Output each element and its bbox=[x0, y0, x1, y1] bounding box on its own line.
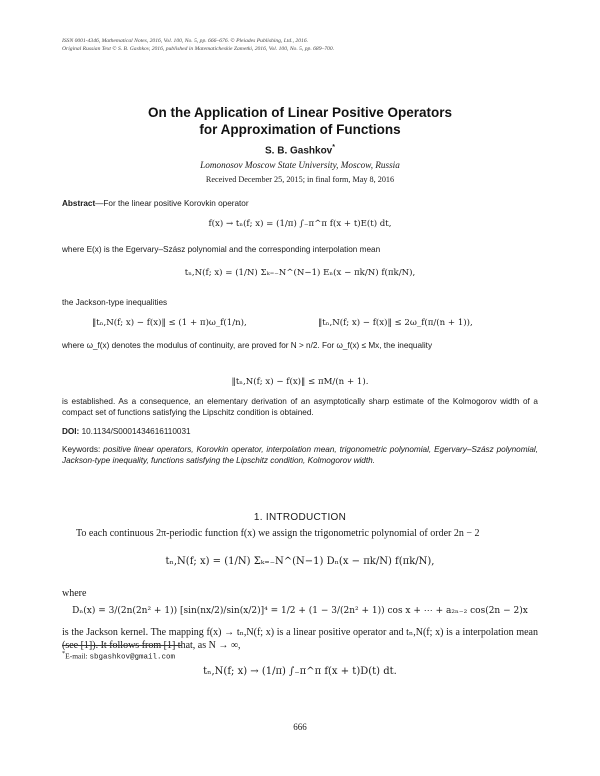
abstract-text-3: the Jackson-type inequalities bbox=[62, 298, 168, 307]
abstract-label: Abstract bbox=[62, 199, 96, 208]
author-email-link[interactable]: sbgashkov@gmail.com bbox=[89, 653, 176, 662]
equation-lipschitz-bound: ‖tₙ,N(f; x) − f(x)‖ ≤ πM/(n + 1). bbox=[231, 377, 369, 387]
author-affiliation: Lomonosov Moscow State University, Moscow, Russia bbox=[200, 160, 400, 170]
paper-title-line-2: for Approximation of Functions bbox=[199, 122, 401, 137]
paper-title-line-1: On the Application of Linear Positive Operators bbox=[147, 105, 453, 120]
equation-korovkin-operator: f(x) → tₙ(f; x) = (1/π) ∫₋π^π f(x + t)E(t) dt, bbox=[208, 219, 392, 229]
doi-value[interactable]: 10.1134/S0001434616110031 bbox=[81, 427, 191, 436]
keywords-label: Keywords: bbox=[62, 445, 101, 454]
abstract-text-2: where E(x) is the Egervary–Szász polynomial and the corresponding interpolation mean bbox=[62, 245, 381, 254]
doi-label: DOI: bbox=[62, 427, 80, 436]
equation-jackson-inequality-2: ‖tₙ,N(f; x) − f(x)‖ ≤ 2ω_f(π/(n + 1)), bbox=[318, 318, 473, 328]
journal-header-line-2: Original Russian Text © S. B. Gashkov, 2016, published in Matematicheskie Zametki, 2016, Vol. 100, No. 5, pp. 689–700. bbox=[62, 46, 335, 52]
abstract-text-4: where ω_f(x) denotes the modulus of continuity, are proved for N > n/2. For ω_f(x) ≤ Mx, the inequality bbox=[62, 341, 433, 350]
keywords-paragraph bbox=[62, 444, 538, 466]
section-heading-introduction: 1. INTRODUCTION bbox=[253, 512, 347, 523]
received-dates: Received December 25, 2015; in final form, May 8, 2016 bbox=[205, 175, 395, 184]
body-paragraph-1: To each continuous 2π-periodic function f(x) we assign the trigonometric polynomial of order 2n − 2 bbox=[76, 528, 480, 539]
abstract-text-5: is established. As a consequence, an elementary derivation of an asymptotically sharp estimate of the Kolmogorov width of a compact set of functions satisfying the Lipschitz condition is obtained. bbox=[62, 397, 538, 417]
abstract-intro bbox=[62, 198, 538, 209]
footnote-rule bbox=[62, 645, 182, 646]
journal-header-line-1: ISSN 0001-4346, Mathematical Notes, 2016, Vol. 100, No. 5, pp. 666–676. © Pleiades Publishing, Ltd., 2016. bbox=[62, 38, 309, 44]
equation-limit: tₙ,N(f; x) → (1/π) ∫₋π^π f(x + t)D(t) dt. bbox=[203, 666, 397, 677]
author-name: S. B. Gashkov bbox=[265, 145, 333, 157]
body-paragraph-2: is the Jackson kernel. The mapping f(x) → tₙ,N(f; x) is a linear positive operator and tₙ,N(f; x) is a interpolation mean (see [1]). It follows from [1] that, as N → ∞, bbox=[62, 627, 538, 651]
keywords-text: positive linear operators, Korovkin operator, interpolation mean, trigonometric polynomial, Egervary–Szász polynomial, Jackson-type inequality, functions satisfying the Lipschitz condition, Kolmogorov width. bbox=[62, 445, 538, 465]
footnote-label: E-mail: bbox=[65, 651, 88, 661]
page-number: 666 bbox=[293, 722, 307, 732]
equation-interpolation-polynomial: tₙ,N(f; x) = (1/N) Σₖ₌₋N^(N−1) Dₙ(x − πk/N) f(πk/N), bbox=[165, 556, 435, 567]
abstract-intro-text: —For the linear positive Korovkin operator bbox=[95, 199, 249, 208]
author-footnote-mark: * bbox=[332, 144, 335, 151]
footnote-email bbox=[62, 650, 175, 662]
doi-line bbox=[62, 426, 538, 437]
equation-jackson-inequality-1: ‖tₙ,N(f; x) − f(x)‖ ≤ (1 + π)ω_f(1/n), bbox=[92, 318, 247, 328]
author-line bbox=[0, 144, 600, 156]
footnote-mark: * bbox=[62, 650, 66, 657]
equation-jackson-kernel: Dₙ(x) = 3/(2n(2n² + 1)) [sin(nx/2)/sin(x/2)]⁴ = 1/2 + (1 − 3/(2n² + 1)) cos x + ⋯ + a₂ₙ₋₂ cos(2n − 2)x bbox=[72, 606, 528, 616]
body-where: where bbox=[62, 588, 87, 599]
equation-interpolation-mean: tₙ,N(f; x) = (1/N) Σₖ₌₋N^(N−1) Eₙ(x − πk/N) f(πk/N), bbox=[184, 268, 416, 278]
